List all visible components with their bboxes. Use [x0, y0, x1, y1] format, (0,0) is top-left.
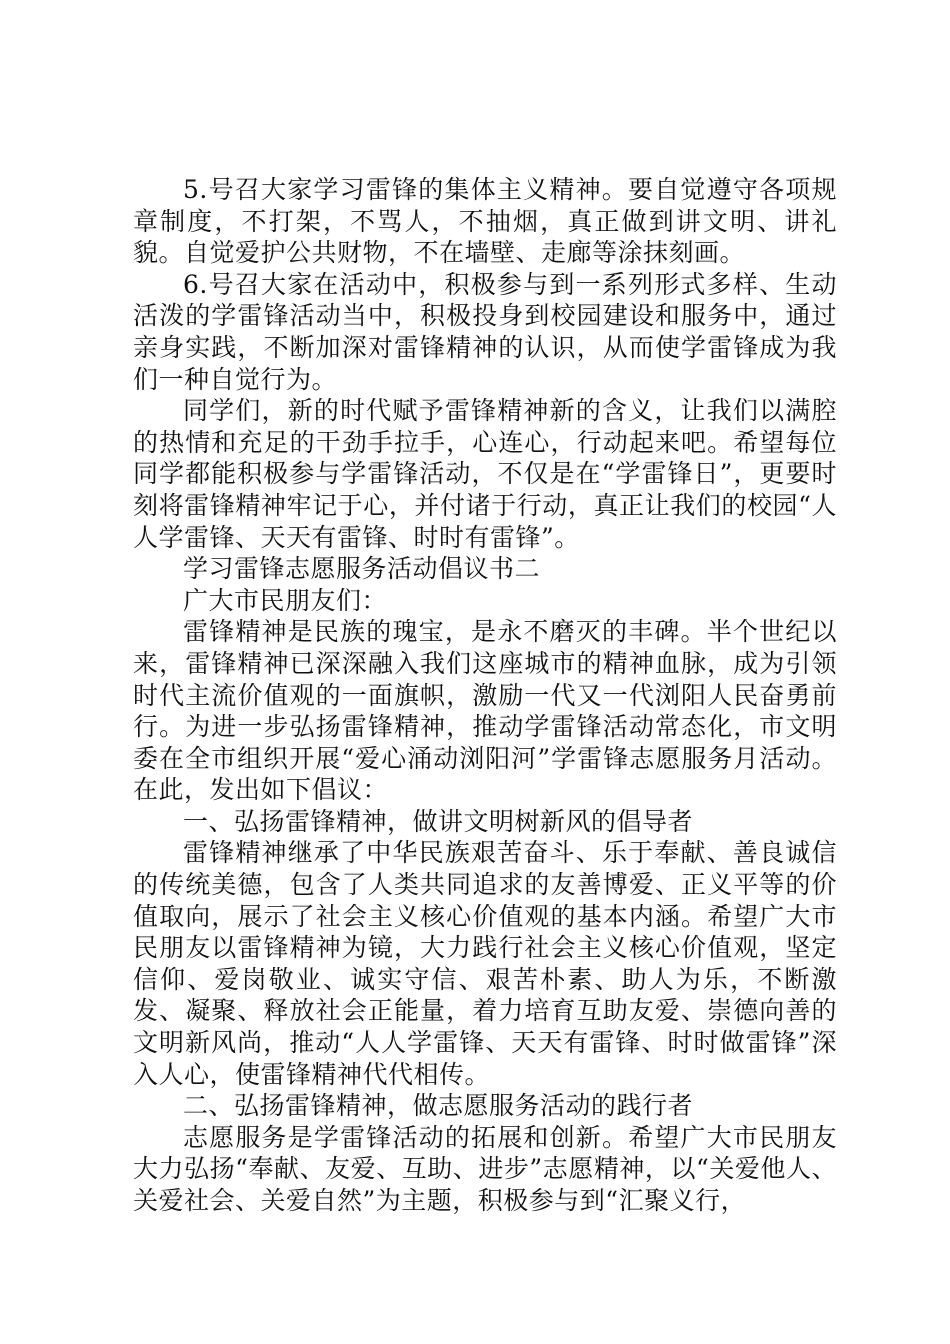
paragraph-two: 志愿服务是学雷锋活动的拓展和创新。希望广大市民朋友大力弘扬“奉献、友爱、互助、进步”志愿精神，以“关爱他人、关爱社会、关爱自然”为主题，积极参与到“汇聚义行，: [133, 1122, 837, 1215]
section-title: 学习雷锋志愿服务活动倡议书二: [183, 554, 541, 584]
subheading-one: 一、弘扬雷锋精神，做讲文明树新风的倡导者: [183, 806, 694, 836]
paragraph-closing-appeal: 同学们，新的时代赋予雷锋精神新的含义，让我们以满腔的热情和充足的干劲手拉手，心连心，行动起来吧。希望每位同学都能积极参与学雷锋活动，不仅是在“学雷锋日”，更要时刻将雷锋精神牢记于心，并付诸于行动，真正让我们的校园“人人学雷锋、天天有雷锋、时时有雷锋”。: [133, 396, 837, 552]
paragraph-intro: 雷锋精神是民族的瑰宝，是永不磨灭的丰碑。半个世纪以来，雷锋精神已深深融入我们这座城市的精神血脉，成为引领时代主流价值观的一面旗帜，激励一代又一代浏阳人民奋勇前行。为进一步弘扬雷锋精神，推动学雷锋活动常态化，市文明委在全市组织开展“爱心涌动浏阳河”学雷锋志愿服务月活动。在此，发出如下倡议：: [133, 617, 837, 805]
salutation: 广大市民朋友们：: [183, 585, 388, 615]
paragraph-item-6: 6.号召大家在活动中，积极参与到一系列形式多样、生动活泼的学雷锋活动当中，积极投身到校园建设和服务中，通过亲身实践，不断加深对雷锋精神的认识，从而使学雷锋成为我们一种自觉行为。: [133, 269, 837, 394]
subheading-two: 二、弘扬雷锋精神，做志愿服务活动的践行者: [183, 1091, 694, 1121]
paragraph-item-5: 5.号召大家学习雷锋的集体主义精神。要自觉遵守各项规章制度，不打架，不骂人，不抽烟，真正做到讲文明、讲礼貌。自觉爱护公共财物，不在墙壁、走廊等涂抹刻画。: [133, 175, 837, 268]
document-body: [133, 174, 837, 1217]
paragraph-one: 雷锋精神继承了中华民族艰苦奋斗、乐于奉献、善良诚信的传统美德，包含了人类共同追求的友善博爱、正义平等的价值取向，展示了社会主义核心价值观的基本内涵。希望广大市民朋友以雷锋精神为镜，大力践行社会主义核心价值观，坚定信仰、爱岗敬业、诚实守信、艰苦朴素、助人为乐，不断激发、凝聚、释放社会正能量，着力培育互助友爱、崇德向善的文明新风尚，推动“人人学雷锋、天天有雷锋、时时做雷锋”深入人心，使雷锋精神代代相传。: [133, 838, 837, 1089]
